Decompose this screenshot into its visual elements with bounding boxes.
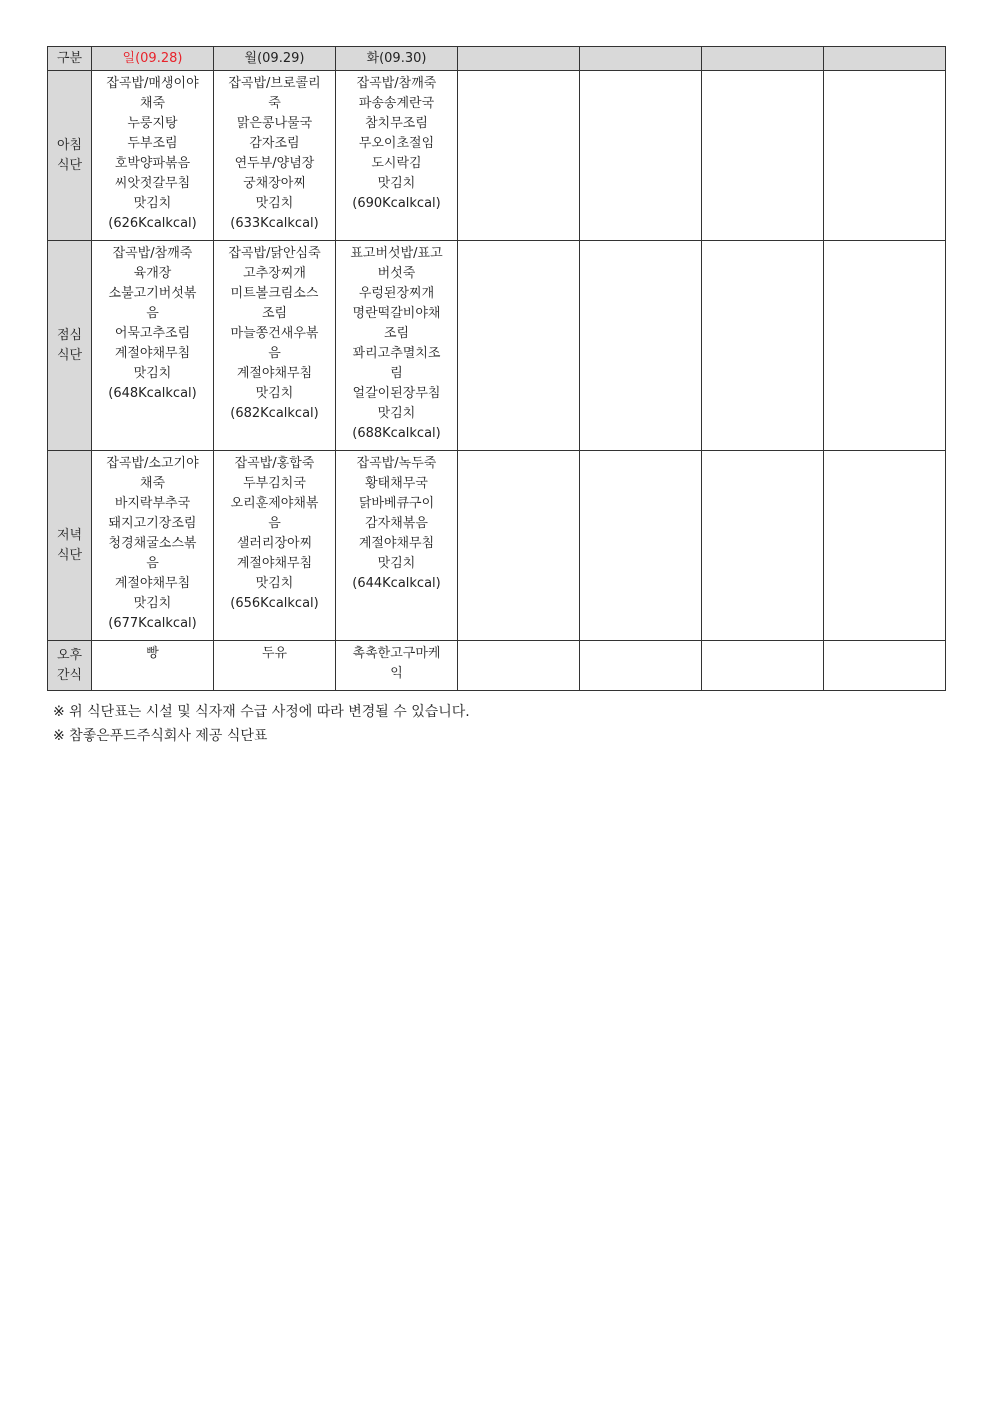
menu-cell — [336, 451, 458, 641]
menu-cell — [458, 241, 580, 451]
menu-item: 잡곡밥/참깨죽 — [356, 76, 437, 91]
menu-item: 죽 — [268, 96, 281, 111]
menu-item: 돼지고기장조림 — [108, 516, 197, 531]
menu-item: 맑은콩나물국 — [236, 116, 313, 131]
meal-row-label — [48, 71, 92, 241]
menu-cell — [336, 241, 458, 451]
menu-item: 계절야채무침 — [114, 576, 191, 591]
menu-item: 잡곡밥/매생이야 — [106, 76, 199, 91]
day-header: 일(09.28) — [92, 47, 214, 71]
day-header — [824, 47, 946, 71]
corner-header: 구분 — [48, 47, 92, 71]
header-row — [48, 47, 946, 71]
meal-row-label-line: 간식 — [56, 667, 83, 683]
day-header — [580, 47, 702, 71]
menu-cell — [580, 451, 702, 641]
meal-row-label-line: 오후 — [56, 647, 83, 663]
menu-item: 바지락부추국 — [114, 496, 191, 511]
menu-item: (644Kcalkcal) — [352, 576, 441, 591]
menu-cell — [702, 71, 824, 241]
menu-item: 맛김치 — [133, 596, 172, 611]
menu-cell — [580, 641, 702, 691]
meal-row — [48, 451, 946, 641]
menu-cell — [824, 71, 946, 241]
menu-item: 음 — [268, 346, 281, 361]
menu-item: 조림 — [383, 326, 410, 341]
menu-item: 명란떡갈비야채 — [352, 306, 441, 321]
meal-row-label-line: 점심 — [56, 327, 83, 343]
menu-item: 소불고기버섯볶 — [108, 286, 197, 301]
menu-cell — [824, 451, 946, 641]
menu-item: 맛김치 — [133, 366, 172, 381]
menu-cell — [702, 241, 824, 451]
menu-item: 무오이초절임 — [358, 136, 435, 151]
menu-cell — [92, 451, 214, 641]
footnotes — [53, 700, 470, 748]
menu-item: 계절야채무침 — [236, 366, 313, 381]
menu-item: 감자채볶음 — [365, 516, 428, 531]
meal-row-label-line: 식단 — [56, 157, 83, 173]
menu-item: 두부김치국 — [243, 476, 306, 491]
menu-item: 씨앗젓갈무침 — [114, 176, 191, 191]
menu-item: 고추장찌개 — [243, 266, 306, 281]
menu-item: 맛김치 — [255, 386, 294, 401]
menu-item: 황태채무국 — [365, 476, 428, 491]
menu-item: 잡곡밥/브로콜리 — [228, 76, 321, 91]
menu-cell — [458, 71, 580, 241]
menu-cell — [214, 641, 336, 691]
menu-item: 맛김치 — [255, 196, 294, 211]
menu-item: 잡곡밥/홍합죽 — [234, 456, 315, 471]
menu-cell — [580, 241, 702, 451]
menu-item: 맛김치 — [133, 196, 172, 211]
menu-item: 음 — [146, 556, 159, 571]
menu-cell — [702, 451, 824, 641]
menu-item: 조림 — [261, 306, 288, 321]
menu-item: 맛김치 — [377, 406, 416, 421]
menu-item: 채죽 — [139, 476, 166, 491]
menu-cell — [92, 241, 214, 451]
menu-item: 얼갈이된장무침 — [352, 386, 441, 401]
menu-cell — [458, 641, 580, 691]
menu-item: 청경채굴소스볶 — [108, 536, 197, 551]
menu-item: 감자조림 — [249, 136, 300, 151]
menu-item: 도시락김 — [371, 156, 422, 171]
menu-cell — [824, 241, 946, 451]
menu-cell — [458, 451, 580, 641]
menu-item: 버섯죽 — [377, 266, 416, 281]
menu-cell — [702, 641, 824, 691]
menu-cell — [92, 641, 214, 691]
menu-cell — [214, 451, 336, 641]
menu-item: 미트볼크림소스 — [230, 286, 319, 301]
meal-row-label-line: 아침 — [56, 137, 83, 153]
menu-item: 익 — [390, 666, 403, 681]
menu-item: 두유 — [261, 646, 288, 661]
menu-item: 육개장 — [133, 266, 172, 281]
menu-cell — [214, 241, 336, 451]
menu-item: 두부조림 — [127, 136, 178, 151]
menu-item: 우렁된장찌개 — [358, 286, 435, 301]
menu-item: 연두부/양념장 — [234, 156, 315, 171]
day-header: 월(09.29) — [214, 47, 336, 71]
footnote-change-notice: ※ 위 식단표는 시설 및 식자재 수급 사정에 따라 변경될 수 있습니다. — [53, 704, 470, 720]
menu-item: 참치무조림 — [365, 116, 428, 131]
day-header: 화(09.30) — [336, 47, 458, 71]
menu-item: 계절야채무침 — [358, 536, 435, 551]
menu-item: 파송송계란국 — [358, 96, 435, 111]
menu-item: 닭바베큐구이 — [358, 496, 435, 511]
menu-item: (677Kcalkcal) — [108, 616, 197, 631]
menu-item: 누룽지탕 — [127, 116, 178, 131]
menu-cell — [336, 641, 458, 691]
menu-item: 궁채장아찌 — [243, 176, 306, 191]
menu-item: 맛김치 — [255, 576, 294, 591]
menu-item: 오리훈제야채볶 — [230, 496, 319, 511]
menu-item: 맛김치 — [377, 556, 416, 571]
menu-cell — [824, 641, 946, 691]
menu-cell — [92, 71, 214, 241]
menu-item: (633Kcalkcal) — [230, 216, 319, 231]
menu-cell — [580, 71, 702, 241]
menu-item: 림 — [390, 366, 403, 381]
menu-item: 촉촉한고구마케 — [352, 646, 441, 661]
menu-item: 잡곡밥/녹두죽 — [356, 456, 437, 471]
menu-item: (648Kcalkcal) — [108, 386, 197, 401]
menu-item: 계절야채무침 — [236, 556, 313, 571]
meal-row — [48, 241, 946, 451]
footnote-provider: ※ 참좋은푸드주식회사 제공 식단표 — [53, 728, 268, 744]
meal-row-label — [48, 241, 92, 451]
menu-item: 채죽 — [139, 96, 166, 111]
menu-item: 잡곡밥/소고기야 — [106, 456, 199, 471]
meal-row — [48, 641, 946, 691]
menu-cell — [214, 71, 336, 241]
menu-item: 맛김치 — [377, 176, 416, 191]
menu-item: 빵 — [146, 646, 159, 661]
day-header — [702, 47, 824, 71]
menu-item: 마늘쫑건새우볶 — [230, 326, 319, 341]
day-header — [458, 47, 580, 71]
menu-item: (656Kcalkcal) — [230, 596, 319, 611]
menu-item: (690Kcalkcal) — [352, 196, 441, 211]
menu-item: 어묵고추조림 — [114, 326, 191, 341]
meal-row-label-line: 식단 — [56, 547, 83, 563]
menu-item: 호박양파볶음 — [114, 156, 191, 171]
meal-row — [48, 71, 946, 241]
menu-cell — [336, 71, 458, 241]
menu-item: (626Kcalkcal) — [108, 216, 197, 231]
meal-row-label — [48, 451, 92, 641]
menu-item: 음 — [146, 306, 159, 321]
menu-item: 음 — [268, 516, 281, 531]
menu-item: 잡곡밥/닭안심죽 — [228, 246, 321, 261]
meal-plan-table — [47, 46, 946, 691]
menu-item: 계절야채무침 — [114, 346, 191, 361]
menu-item: (682Kcalkcal) — [230, 406, 319, 421]
menu-item: 샐러리장아찌 — [236, 536, 313, 551]
meal-row-label-line: 저녁 — [56, 527, 83, 543]
meal-row-label — [48, 641, 92, 691]
menu-item: 표고버섯밥/표고 — [350, 246, 443, 261]
menu-item: 꽈리고추멸치조 — [352, 346, 441, 361]
menu-item: (688Kcalkcal) — [352, 426, 441, 441]
menu-item: 잡곡밥/참깨죽 — [112, 246, 193, 261]
meal-row-label-line: 식단 — [56, 347, 83, 363]
